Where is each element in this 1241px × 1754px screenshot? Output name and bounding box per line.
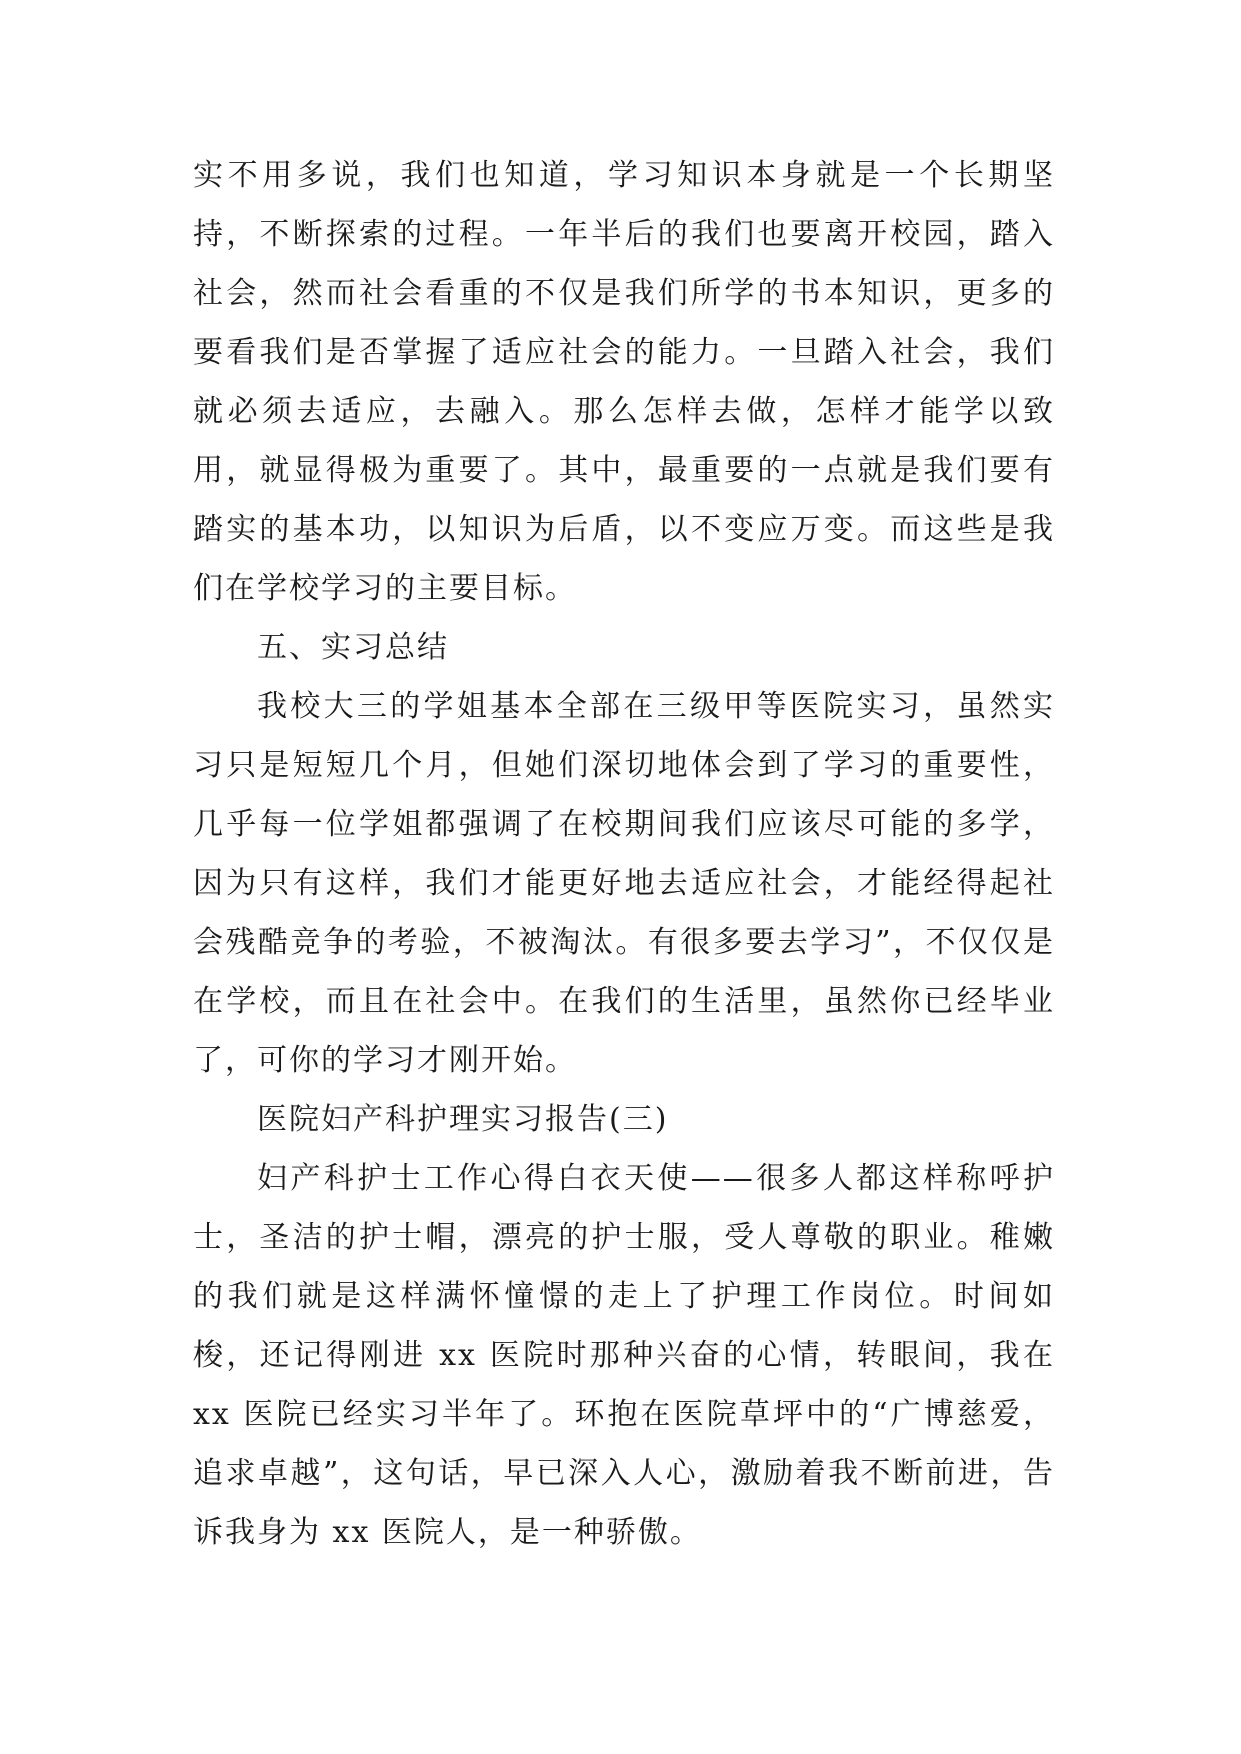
section-heading-internship-summary: 五、实习总结 xyxy=(257,630,449,665)
paragraph-report-intro: 妇产科护士工作心得白衣天使——很多人都这样称呼护士，圣洁的护士帽，漂亮的护士服，受人尊敬的职业。稚嫩的我们就是这样满怀憧憬的走上了护理工作岗位。时间如梭，还记得刚进 xx 医院时那种兴奋的心情，转眼间，我在 xx 医院已经实习半年了。环抱在医院草坪中的“广博慈爱，追求卓越”，这句话，早已深入人心，激励着我不断前进，告诉我身为 xx 医院人，是一种骄傲。 xyxy=(193,1161,1055,1550)
paragraph-summary: 我校大三的学姐基本全部在三级甲等医院实习，虽然实习只是短短几个月，但她们深切地体会到了学习的重要性，几乎每一位学姐都强调了在校期间我们应该尽可能的多学，因为只有这样，我们才能更好地去适应社会，才能经得起社会残酷竞争的考验，不被淘汰。有很多要去学习”，不仅仅是在学校，而且在社会中。在我们的生活里，虽然你已经毕业了，可你的学习才刚开始。 xyxy=(193,689,1055,1078)
paragraph-continuation: 实不用多说，我们也知道，学习知识本身就是一个长期坚持，不断探索的过程。一年半后的我们也要离开校园，踏入社会，然而社会看重的不仅是我们所学的书本知识，更多的要看我们是否掌握了适应社会的能力。一旦踏入社会，我们就必须去适应，去融入。那么怎样去做，怎样才能学以致用，就显得极为重要了。其中，最重要的一点就是我们要有踏实的基本功，以知识为后盾，以不变应万变。而这些是我们在学校学习的主要目标。 xyxy=(193,158,1055,606)
document-body xyxy=(193,146,1055,1562)
report-title: 医院妇产科护理实习报告(三) xyxy=(257,1102,669,1137)
